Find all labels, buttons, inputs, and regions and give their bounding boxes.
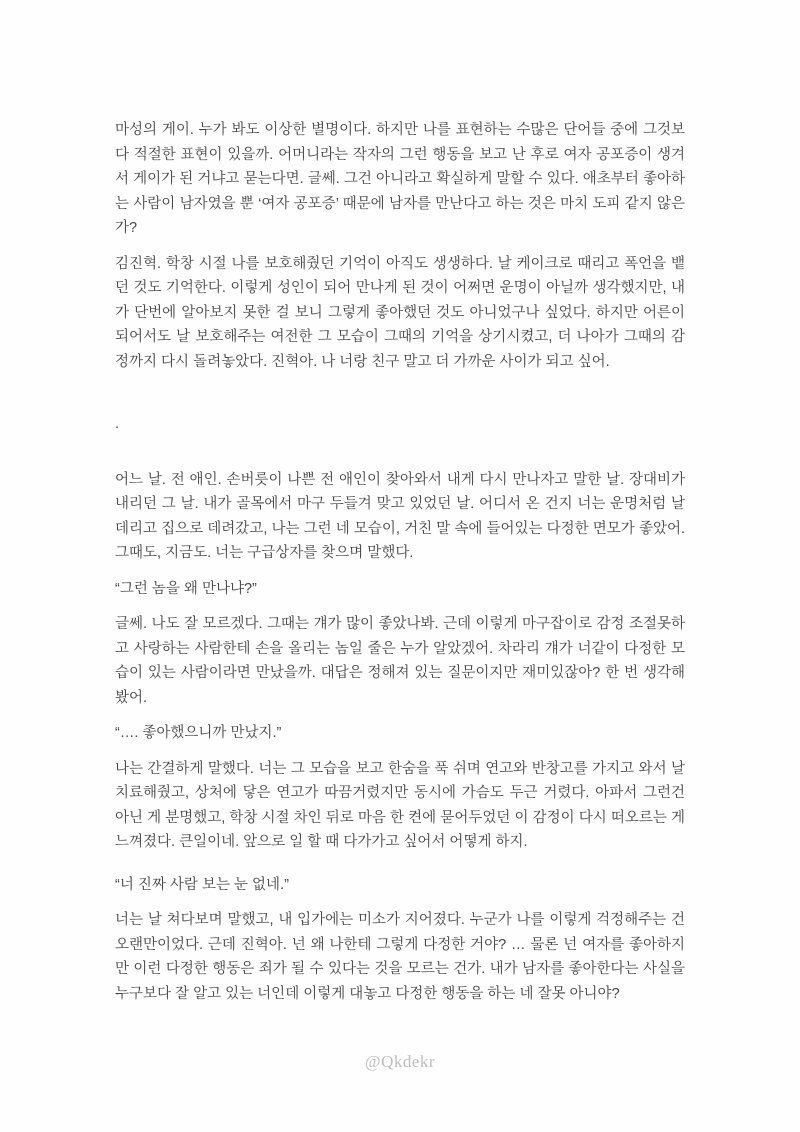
watermark-username: @Qkdekr (364, 1052, 436, 1071)
section-divider-dot: . (115, 416, 120, 432)
story-paragraph-6: 너는 날 쳐다보며 말했고, 내 입가에는 미소가 지어졌다. 누군가 나를 이렇게 걱정해주는 건 오랜만이었다. 근데 진혁아. 넌 왜 나한테 그렇게 다정한 거야? … 물론 넌 여자를 좋아하지만 이런 다정한 행동은 죄가 될 수 있다는 것을 모르는 건가. 내가 남자를 좋아한다는 사실을 누구보다 잘 알고 있는 너인데 이렇게 대놓고 다정한 행동을 하는 네 잘못 아니야? (115, 912, 685, 1002)
story-paragraph-5: 나는 간결하게 말했다. 너는 그 모습을 보고 한숨을 푹 쉬며 연고와 반창고를 가지고 와서 날 치료해줬고, 상처에 닿은 연고가 따끔거렸지만 동시에 가슴도 두근 거렸다. 아파서 그런건 아닌 게 분명했고, 학창 시절 차인 뒤로 마음 한 켠에 묻어두었던 이 감정이 다시 떠오르는 게 느껴졌다. 큰일이네. 앞으로 일 할 때 다가가고 싶어서 어떻게 하지. (115, 760, 685, 850)
dialogue-line-2: “…. 좋아했으니까 만났지.” (115, 725, 282, 741)
story-paragraph-4: 글쎄. 나도 잘 모르겠다. 그때는 걔가 많이 좋았나봐. 근데 이렇게 마구잡이로 감정 조절못하고 사랑하는 사람한테 손을 올리는 놈일 줄은 누가 알았겠어. 차라리 걔가 너같이 다정한 모습이 있는 사람이라면 만났을까. 대답은 정해져 있는 질문이지만 재미있잖아? 한 번 생각해봤어. (115, 616, 685, 706)
story-paragraph-1: 마성의 게이. 누가 봐도 이상한 별명이다. 하지만 나를 표현하는 수많은 단어들 중에 그것보다 적절한 표현이 있을까. 어머니라는 작자의 그런 행동을 보고 난 후로 여자 공포증이 생겨서 게이가 된 거냐고 묻는다면. 글쎄. 그건 아니라고 확실하게 말할 수 있다. 애초부터 좋아하는 사람이 남자였을 뿐 ‘여자 공포증’ 때문에 남자를 만난다고 하는 것은 마치 도피 같지 않은가? (115, 122, 685, 236)
story-text-body (115, 118, 685, 1017)
story-paragraph-2: 김진혁. 학창 시절 나를 보호해줬던 기억이 아직도 생생하다. 날 케이크로 때리고 폭언을 뱉던 것도 기억한다. 이렇게 성인이 되어 만나게 된 것이 어쩌면 운명이 아닐까 생각했지만, 내가 단번에 알아보지 못한 걸 보니 그렇게 좋아했던 것도 아니었구나 싶었다. 하지만 어른이 되어서도 날 보호해주는 여전한 그 모습이 그때의 기억을 상기시켰고, 더 나아가 그때의 감정까지 다시 돌려놓았다. 진혁아. 나 너랑 친구 말고 더 가까운 사이가 되고 싶어. (115, 255, 685, 370)
dialogue-line-1: “그런 놈을 왜 만나냐?” (115, 580, 257, 597)
story-paragraph-3: 어느 날. 전 애인. 손버릇이 나쁜 전 애인이 찾아와서 내게 다시 만나자고 말한 날. 장대비가 내리던 그 날. 내가 골목에서 마구 두들겨 맞고 있었던 날. 어디서 온 건지 너는 운명처럼 날 데리고 집으로 데려갔고, 나는 그런 네 모습이, 거친 말 속에 들어있는 다정한 면모가 좋았어. 그때도, 지금도. 너는 구급상자를 찾으며 말했다. (115, 471, 685, 561)
dialogue-line-3: “너 진짜 사람 보는 눈 없네.” (115, 876, 289, 893)
